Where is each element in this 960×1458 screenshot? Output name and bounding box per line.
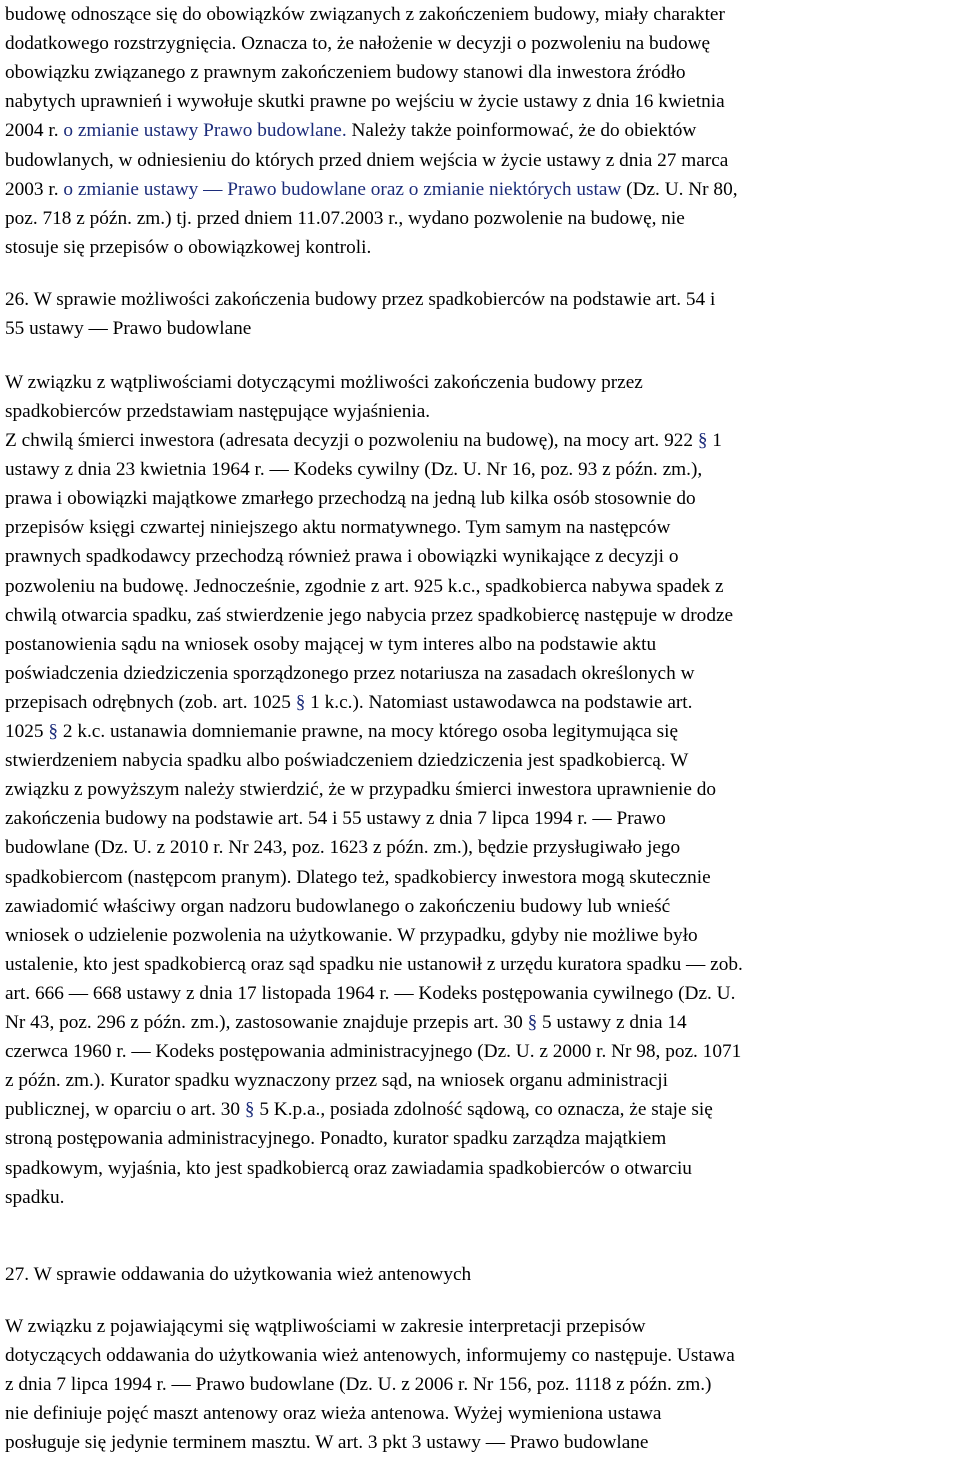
text-run: spadku. (5, 1186, 65, 1208)
text-run: przepisów księgi czwartej niniejszego aktu normatywnego. Tym samym na następców (5, 517, 671, 539)
paragraph-line (5, 630, 656, 659)
text-run: postanowienia sądu na wniosek osoby mającej w tym interes albo na podstawie aktu (5, 633, 657, 655)
text-run: budowlane (Dz. U. z 2010 r. Nr 243, poz. 1623 z późn. zm.), będzie przysługiwało jego (5, 837, 681, 859)
paragraph-line (5, 175, 738, 204)
text-run: publicznej, w oparciu o art. 30 (5, 1099, 245, 1121)
link-text[interactable]: o zmianie ustawy Prawo budowlane. (63, 120, 347, 142)
paragraph-line (5, 1428, 648, 1457)
link-text[interactable]: § (527, 1012, 538, 1033)
text-run: 2003 r. (5, 178, 64, 200)
paragraph-line (5, 1008, 687, 1037)
text-run: czerwca 1960 r. ― Kodeks postępowania administracyjnego (Dz. U. z 2000 r. Nr 98, poz. 1071 (5, 1041, 742, 1063)
paragraph-line (5, 775, 716, 804)
text-run: budowlanych, w odniesieniu do których przed dniem wejścia w życie ustawy z dnia 27 marca (5, 149, 729, 171)
paragraph-line (5, 1183, 64, 1212)
text-run: obowiązku związanego z prawnym zakończeniem budowy stanowi dla inwestora źródło (5, 62, 686, 84)
link-text[interactable]: § (697, 430, 708, 451)
text-run: dodatkowego rozstrzygnięcia. Oznacza to, że nałożenie w decyzji o pozwoleniu na budowę (5, 33, 711, 55)
text-run: wniosek o udzielenie pozwolenia na użytkowanie. W przypadku, gdyby nie możliwe było (5, 924, 698, 946)
section-heading-line (5, 314, 251, 343)
text-run: z późn. zm.). Kurator spadku wyznaczony przez sąd, na wniosek organu administracji (5, 1070, 669, 1092)
link-text[interactable]: o zmianie ustawy ― Prawo budowlane oraz o zmianie niektórych ustaw (63, 178, 622, 200)
text-run: zawiadomić właściwy organ nadzoru budowlanego o zakończeniu budowy lub wnieść (5, 895, 671, 917)
paragraph-line (5, 542, 678, 571)
text-run: spadkowym, wyjaśnia, kto jest spadkobiercą oraz zawiadamia spadkobierców o otwarciu (5, 1157, 692, 1179)
paragraph-line (5, 58, 686, 87)
paragraph-line (5, 368, 643, 397)
link-text[interactable]: § (244, 1099, 255, 1121)
paragraph-line (5, 1124, 666, 1153)
text-run: 1 k.c.). Natomiast ustawodawca na podstawie art. (305, 691, 693, 713)
section-heading-line (5, 1260, 471, 1289)
text-run: przepisach odrębnych (zob. art. 1025 (5, 691, 296, 713)
paragraph-line (5, 87, 725, 116)
text-run: stwierdzeniem nabycia spadku albo poświadczeniem dziedziczenia jest spadkobiercą. W (5, 750, 689, 772)
text-run: posługuje się jedynie terminem masztu. W art. 3 pkt 3 ustawy ― Prawo budowlane (5, 1432, 649, 1454)
text-run: Z chwilą śmierci inwestora (adresata decyzji o pozwoleniu na budowę), na mocy art. 922 (5, 430, 698, 451)
section-heading-line (5, 285, 715, 314)
text-run: poświadczenia dziedziczenia sporządzonego przez notariusza na zasadach określonych w (5, 662, 695, 684)
paragraph-line (5, 979, 735, 1008)
paragraph-line (5, 397, 430, 426)
paragraph-line (5, 572, 724, 601)
paragraph-line (5, 426, 722, 455)
paragraph-line (5, 1312, 646, 1341)
text-run: 55 ustawy ― Prawo budowlane (5, 318, 252, 340)
text-run: W związku z pojawiającymi się wątpliwościami w zakresie interpretacji przepisów (5, 1316, 646, 1337)
text-run: 27. W sprawie oddawania do użytkowania wież antenowych (5, 1264, 472, 1285)
text-run: pozwoleniu na budowę. Jednocześnie, zgodnie z art. 925 k.c., spadkobierca nabywa spadek z (5, 575, 724, 597)
link-text[interactable]: § (295, 691, 306, 713)
paragraph-line (5, 1037, 741, 1066)
text-run: chwilą otwarcia spadku, zaś stwierdzenie jego nabycia przez spadkobiercę następuje w drodze (5, 604, 734, 626)
paragraph-line (5, 717, 678, 746)
text-run: Nr 43, poz. 296 z późn. zm.), zastosowanie znajduje przepis art. 30 (5, 1012, 528, 1033)
text-run: nabytych uprawnień i wywołuje skutki prawne po wejściu w życie ustawy z dnia 16 kwietnia (5, 91, 725, 113)
text-run: z dnia 7 lipca 1994 r. ― Prawo budowlane (Dz. U. z 2006 r. Nr 156, poz. 1118 z późn. zm.) (5, 1374, 712, 1396)
paragraph-line (5, 804, 666, 833)
text-run: spadkobierców przedstawiam następujące wyjaśnienia. (5, 401, 431, 423)
text-run: art. 666 ― 668 ustawy z dnia 17 listopada 1964 r. ― Kodeks postępowania cywilnego (Dz. U. (5, 982, 736, 1004)
text-run: W związku z wątpliwościami dotyczącymi możliwości zakończenia budowy przez (5, 372, 643, 393)
paragraph-line (5, 0, 725, 29)
text-run: 2004 r. (5, 120, 64, 142)
paragraph-line (5, 116, 696, 145)
paragraph-line (5, 146, 728, 175)
text-run: spadkobiercom (następcom pranym). Dlatego też, spadkobiercy inwestora mogą skutecznie (5, 866, 711, 888)
paragraph-line (5, 233, 371, 262)
paragraph-line (5, 455, 702, 484)
paragraph-line (5, 29, 710, 58)
text-run: zakończenia budowy na podstawie art. 54 i 55 ustawy z dnia 7 lipca 1994 r. ― Prawo (5, 808, 666, 830)
paragraph-line (5, 950, 743, 979)
text-run: 5 K.p.a., posiada zdolność sądową, co oznacza, że staje się (254, 1099, 713, 1121)
paragraph-line (5, 833, 680, 862)
paragraph-line (5, 1066, 668, 1095)
text-run: stroną postępowania administracyjnego. Ponadto, kurator spadku zarządza majątkiem (5, 1128, 667, 1150)
text-run: prawa i obowiązki majątkowe zmarłego przechodzą na jedną lub kilka osób stosownie do (5, 488, 696, 510)
text-run: 5 ustawy z dnia 14 (537, 1012, 687, 1033)
paragraph-line (5, 659, 695, 688)
paragraph-line (5, 1399, 661, 1428)
text-run: ustawy z dnia 23 kwietnia 1964 r. ― Kodeks cywilny (Dz. U. Nr 16, poz. 93 z późn. zm.), (5, 459, 703, 481)
paragraph-line (5, 892, 670, 921)
paragraph-line (5, 688, 692, 717)
link-text[interactable]: § (48, 721, 59, 742)
text-run: ustalenie, kto jest spadkobiercą oraz sąd spadku nie ustanowił z urzędu kuratora spadku ― zob. (5, 953, 743, 975)
text-run: związku z powyższym należy stwierdzić, że w przypadku śmierci inwestora uprawnienie do (5, 779, 716, 801)
paragraph-line (5, 1095, 713, 1124)
paragraph-line (5, 1154, 692, 1183)
paragraph-line (5, 601, 733, 630)
text-run: budowę odnoszące się do obowiązków związanych z zakończeniem budowy, miały charakter (5, 4, 725, 25)
paragraph-line (5, 513, 670, 542)
paragraph-line (5, 1341, 735, 1370)
text-run: dotyczących oddawania do użytkowania wież antenowych, informujemy co następuje. Ustawa (5, 1345, 735, 1367)
text-run: Należy także poinformować, że do obiektów (346, 120, 697, 142)
paragraph-line (5, 1370, 711, 1399)
text-run: 26. W sprawie możliwości zakończenia budowy przez spadkobierców na podstawie art. 54 i (5, 289, 716, 310)
paragraph-line (5, 921, 698, 950)
text-run: poz. 718 z późn. zm.) tj. przed dniem 11.07.2003 r., wydano pozwolenie na budowę, nie (5, 207, 685, 229)
paragraph-line (5, 484, 696, 513)
text-run: (Dz. U. Nr 80, (621, 178, 738, 200)
text-run: 1 (707, 430, 722, 451)
text-run: 2 k.c. ustanawia domniemanie prawne, na mocy którego osoba legitymująca się (58, 721, 679, 742)
text-run: stosuje się przepisów o obowiązkowej kontroli. (5, 236, 372, 258)
paragraph-line (5, 863, 711, 892)
text-run: nie definiuje pojęć maszt antenowy oraz wieża antenowa. Wyżej wymieniona ustawa (5, 1403, 662, 1425)
paragraph-line (5, 746, 688, 775)
paragraph-line (5, 204, 685, 233)
text-run: prawnych spadkodawcy przechodzą również prawa i obowiązki wynikające z decyzji o (5, 546, 679, 568)
text-run: 1025 (5, 721, 49, 742)
